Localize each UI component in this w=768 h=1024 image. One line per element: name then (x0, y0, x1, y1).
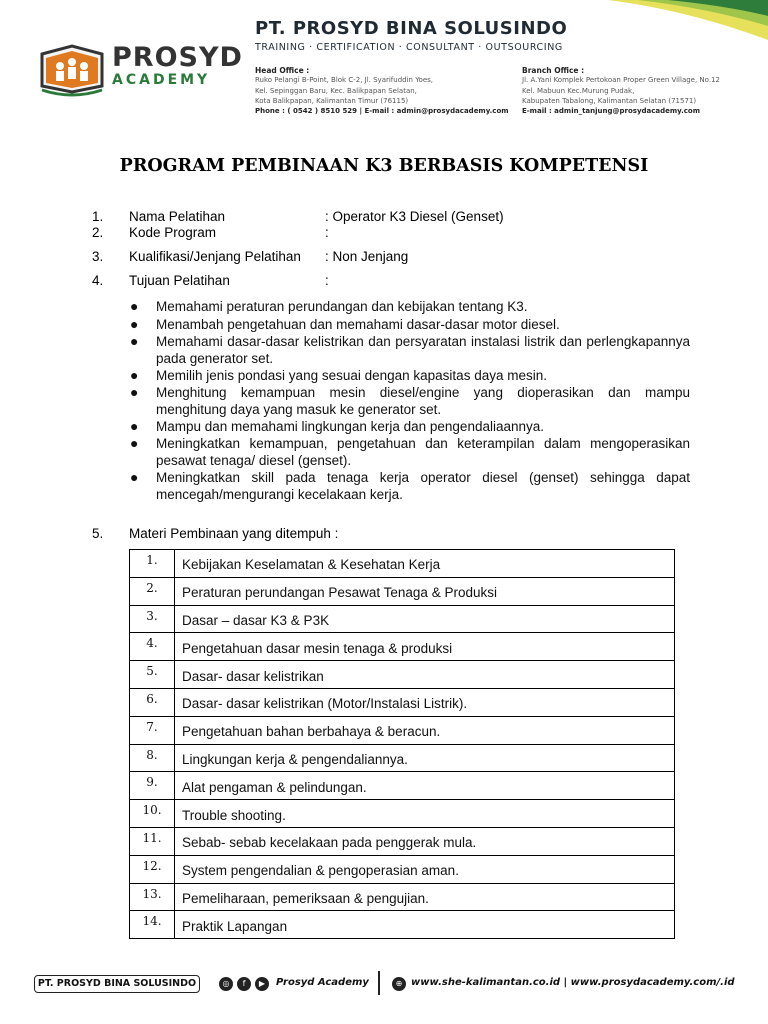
footer-divider (378, 971, 380, 995)
row-item: Dasar- dasar kelistrikan (175, 661, 675, 689)
table-row (130, 883, 675, 911)
row-item: Dasar- dasar kelistrikan (Motor/Instalasi Listrik). (175, 688, 675, 716)
table-row (130, 688, 675, 716)
objective-text: Memahami peraturan perundangan dan kebijakan tentang K3. (156, 299, 528, 314)
row-number: 8. (130, 744, 175, 772)
row-number: 2. (130, 577, 175, 605)
table-row (130, 577, 675, 605)
row-number: 6. (130, 688, 175, 716)
bullet-icon: ● (130, 367, 139, 383)
row-number: 9. (130, 772, 175, 800)
field-value-nama-pelatihan: : Operator K3 Diesel (Genset) (325, 209, 504, 224)
footer-company-badge: PT. PROSYD BINA SOLUSINDO (34, 975, 200, 993)
facebook-icon[interactable]: f (237, 977, 251, 991)
objective-item (130, 384, 690, 418)
table-row (130, 772, 675, 800)
materials-heading: Materi Pembinaan yang ditempuh : (129, 526, 339, 541)
table-row (130, 550, 675, 578)
field-label-kode-program: Kode Program (129, 225, 217, 240)
row-item: Praktik Lapangan (175, 911, 675, 939)
row-number: 12. (130, 855, 175, 883)
objective-text: Meningkatkan kemampuan, pengetahuan dan keterampilan dalam mengoperasikan pesawat tenaga/ diesel (genset). (156, 436, 690, 468)
objective-text: Memahami dasar-dasar kelistrikan dan persyaratan instalasi listrik dan perlengkapannya pada generator set. (156, 334, 690, 366)
head-office-heading: Head Office : (255, 66, 310, 75)
table-row (130, 633, 675, 661)
branch-office (522, 66, 720, 115)
table-row (130, 716, 675, 744)
table-row (130, 661, 675, 689)
row-item: System pengendalian & pengoperasian aman. (175, 855, 675, 883)
objective-text: Meningkatkan skill pada tenaga kerja operator diesel (genset) sehingga dapat mencegah/mengurangi kecelakaan kerja. (156, 470, 690, 502)
row-item: Alat pengaman & pelindungan. (175, 772, 675, 800)
branch-office-line: Kabupaten Tabalong, Kalimantan Selatan (71571) (522, 97, 697, 105)
row-number: 13. (130, 883, 175, 911)
row-item: Peraturan perundangan Pesawat Tenaga & Produksi (175, 577, 675, 605)
objective-item (130, 469, 690, 503)
head-office (255, 66, 509, 115)
bullet-icon: ● (130, 298, 139, 314)
footer-social-name: Prosyd Academy (276, 977, 369, 988)
bullet-icon: ● (130, 316, 139, 332)
branch-office-contact: E-mail : admin_tanjung@prosydacademy.com (522, 106, 701, 115)
document-title: PROGRAM PEMBINAAN K3 BERBASIS KOMPETENSI (119, 156, 649, 176)
bullet-icon: ● (130, 333, 139, 349)
row-item: Lingkungan kerja & pengendaliannya. (175, 744, 675, 772)
field-number: 3. (92, 249, 104, 264)
instagram-icon[interactable]: ◎ (219, 977, 233, 991)
field-value-kualifikasi: : Non Jenjang (325, 249, 409, 264)
row-number: 3. (130, 605, 175, 633)
row-number: 10. (130, 800, 175, 828)
logo-text-academy: ACADEMY (112, 72, 211, 88)
objective-item (130, 333, 690, 367)
objective-item (130, 367, 690, 384)
prosyd-logo-icon (38, 40, 106, 98)
objective-text: Menghitung kemampuan mesin diesel/engine yang dioperasikan dan mampu menghitung daya yang masuk ke generator set. (156, 385, 690, 417)
row-item: Pengetahuan dasar mesin tenaga & produksi (175, 633, 675, 661)
field-number: 5. (92, 526, 104, 541)
row-item: Pengetahuan bahan berbahaya & beracun. (175, 716, 675, 744)
row-number: 7. (130, 716, 175, 744)
field-number: 4. (92, 273, 104, 288)
field-number: 1. (92, 209, 104, 224)
head-office-line: Kel. Sepinggan Baru, Kec. Balikpapan Selatan, (255, 86, 417, 95)
objective-text: Memilih jenis pondasi yang sesuai dengan kapasitas daya mesin. (156, 368, 547, 383)
row-number: 1. (130, 550, 175, 578)
field-label-tujuan: Tujuan Pelatihan (129, 273, 230, 288)
youtube-icon[interactable]: ▶ (255, 977, 269, 991)
table-row (130, 911, 675, 939)
head-office-contact: Phone : ( 0542 ) 8510 529 | E-mail : admin@prosydacademy.com (255, 106, 509, 115)
table-row (130, 855, 675, 883)
header-decoration (568, 0, 768, 60)
company-name: PT. PROSYD BINA SOLUSINDO (255, 18, 568, 39)
bullet-icon: ● (130, 418, 139, 434)
field-value-kode-program: : (325, 225, 329, 240)
table-row (130, 605, 675, 633)
objective-item (130, 316, 690, 333)
branch-office-heading: Branch Office : (522, 66, 585, 75)
bullet-icon: ● (130, 435, 139, 451)
field-label-nama-pelatihan: Nama Pelatihan (129, 209, 226, 224)
branch-office-line: Kel. Mabuun Kec.Murung Pudak, (522, 86, 635, 95)
bullet-icon: ● (130, 469, 139, 485)
row-number: 14. (130, 911, 175, 939)
row-number: 11. (130, 827, 175, 855)
head-office-line: Ruko Pelangi B-Point, Blok C-2, Jl. Syarifuddin Yoes, (255, 76, 434, 84)
objective-text: Menambah pengetahuan dan memahami dasar-dasar motor diesel. (156, 317, 560, 332)
table-row (130, 800, 675, 828)
objective-item (130, 298, 690, 315)
materials-table (129, 549, 675, 939)
row-item: Trouble shooting. (175, 800, 675, 828)
table-row (130, 744, 675, 772)
row-number: 4. (130, 633, 175, 661)
field-value-tujuan: : (325, 273, 329, 288)
logo-text-prosyd: PROSYD (112, 42, 243, 73)
branch-office-line: Jl. A.Yani Komplek Pertokoan Proper Green Village, No.12 (522, 76, 720, 84)
row-item: Sebab- sebab kecelakaan pada penggerak mula. (175, 827, 675, 855)
objective-text: Mampu dan memahami lingkungan kerja dan pengendaliaannya. (156, 419, 545, 434)
field-label-kualifikasi: Kualifikasi/Jenjang Pelatihan (129, 249, 301, 264)
row-item: Dasar – dasar K3 & P3K (175, 605, 675, 633)
row-item: Kebijakan Keselamatan & Kesehatan Kerja (175, 550, 675, 578)
company-tagline: TRAINING · CERTIFICATION · CONSULTANT · OUTSOURCING (255, 42, 563, 53)
head-office-line: Kota Balikpapan, Kalimantan Timur (76115) (255, 97, 409, 105)
row-number: 5. (130, 661, 175, 689)
field-number: 2. (92, 225, 104, 240)
bullet-icon: ● (130, 384, 139, 400)
objective-item (130, 435, 690, 469)
objective-item (130, 418, 690, 435)
table-row (130, 827, 675, 855)
footer-websites[interactable]: www.she-kalimantan.co.id | www.prosydacademy.com/.id (411, 977, 735, 988)
row-item: Pemeliharaan, pemeriksaan & pengujian. (175, 883, 675, 911)
globe-icon: ⊕ (392, 977, 406, 991)
